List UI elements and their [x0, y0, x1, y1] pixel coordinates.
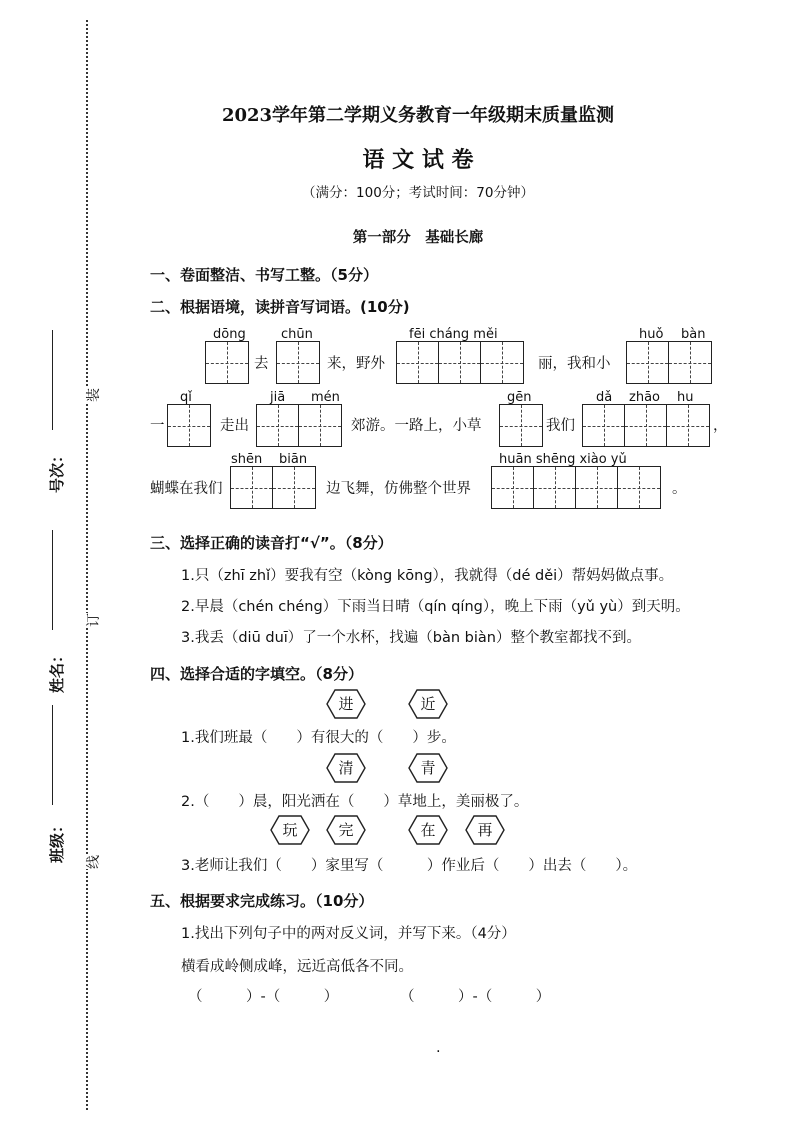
grid-huoban[interactable]: [626, 341, 712, 384]
q4-line-2: 2.（ ）晨，阳光洒在（ ）草地上，美丽极了。: [181, 794, 529, 810]
pinyin-jia: jiā: [270, 390, 286, 405]
class-blank: [52, 705, 53, 805]
grid-qi[interactable]: [167, 404, 211, 447]
pinyin-gen: gēn: [507, 390, 532, 405]
pinyin-dong: dōng: [213, 327, 246, 342]
text-qu: 去: [254, 356, 269, 372]
q3-item-1: 1.只（zhī zhǐ）要我有空（kòng kōng），我就得（dé děi）帮妈妈做点事。: [181, 568, 674, 584]
grid-huanshengxiaoyu[interactable]: [491, 466, 661, 509]
grid-gen[interactable]: [499, 404, 543, 447]
q3-item-2: 2.早晨（chén chéng）下雨当日晴（qín qíng），晚上下雨（yǔ yù）到天明。: [181, 599, 690, 615]
hex-wan-finish: 完: [326, 815, 366, 845]
grid-dong[interactable]: [205, 341, 249, 384]
pinyin-zhao: zhāo: [629, 390, 660, 405]
q5-sub-1: 1.找出下列句子中的两对反义词，并写下来。（4分）: [181, 926, 516, 942]
q4-title: 四、选择合适的字填空。（8分）: [150, 665, 363, 683]
binding-mark-ding: 订: [83, 613, 103, 627]
class-label: 班级：: [48, 817, 67, 864]
q2-title: 二、根据语境，读拼音写词语。(10分): [150, 298, 410, 316]
pinyin-chun: chūn: [281, 327, 313, 342]
text-zouchu: 走出: [220, 418, 249, 434]
hex-zai-again: 再: [465, 815, 505, 845]
pinyin-bian: biān: [279, 452, 308, 467]
binding-mark-zhuang: 装: [83, 388, 103, 402]
part-heading: 第一部分 基础长廊: [352, 230, 484, 246]
footer-dot: .: [436, 1040, 441, 1056]
text-lai: 来，野外: [327, 356, 385, 372]
seat-blank: [52, 330, 53, 430]
grid-shenbian[interactable]: [230, 466, 316, 509]
text-yi: 一: [150, 418, 165, 434]
q5-blanks-right[interactable]: （ ）-（ ）: [400, 989, 551, 1005]
q5-title: 五、根据要求完成练习。（10分）: [150, 892, 374, 910]
grid-chun[interactable]: [276, 341, 320, 384]
grid-dazhaohu[interactable]: [582, 404, 710, 447]
seat-label: 号次：: [48, 447, 67, 494]
q4-line-1: 1.我们班最（ ）有很大的（ ）步。: [181, 730, 456, 746]
pinyin-hu: hu: [677, 390, 694, 405]
text-bianfei: 边飞舞，仿佛整个世界: [326, 481, 471, 497]
q3-title: 三、选择正确的读音打“√”。（8分）: [150, 534, 393, 552]
q5-blanks-left[interactable]: （ ）-（ ）: [188, 989, 339, 1005]
name-blank: [52, 530, 53, 630]
pinyin-da: dǎ: [596, 390, 613, 405]
exam-title: 2023学年第二学期义务教育一年级期末质量监测: [221, 105, 615, 126]
pinyin-huanshengxiaoyu: huān shēng xiào yǔ: [499, 452, 627, 467]
name-label: 姓名：: [48, 647, 67, 694]
text-hudie: 蝴蝶在我们: [150, 481, 223, 497]
q1-title: 一、卷面整洁、书写工整。（5分）: [150, 266, 378, 284]
binding-mark-xian: 线: [83, 855, 103, 869]
hex-jin-advance: 进: [326, 689, 366, 719]
pinyin-ban: bàn: [681, 327, 706, 342]
text-women: 我们: [546, 418, 575, 434]
pinyin-huo: huǒ: [639, 327, 664, 342]
hex-qing-clear: 清: [326, 753, 366, 783]
hex-qing-green: 青: [408, 753, 448, 783]
hex-jin-near: 近: [408, 689, 448, 719]
hex-wan-play: 玩: [270, 815, 310, 845]
grid-jiamen[interactable]: [256, 404, 342, 447]
grid-feichangmei[interactable]: [396, 341, 524, 384]
text-jiaoyou: 郊游。一路上，小草: [351, 418, 482, 434]
exam-subtitle: 语 文 试 卷: [362, 147, 474, 173]
text-period: 。: [672, 481, 687, 497]
text-li: 丽，我和小: [538, 356, 611, 372]
pinyin-qi: qǐ: [180, 390, 192, 405]
text-comma: ，: [713, 418, 728, 434]
pinyin-shen: shēn: [231, 452, 263, 467]
pinyin-men: mén: [311, 390, 340, 405]
q5-poem: 横看成岭侧成峰，远近高低各不同。: [181, 959, 413, 975]
hex-zai-at: 在: [408, 815, 448, 845]
pinyin-feichangmei: fēi cháng měi: [409, 327, 498, 342]
q3-item-3: 3.我丢（diū duī）了一个水杯，找遍（bàn biàn）整个教室都找不到。: [181, 630, 641, 646]
exam-info: （满分：100分；考试时间：70分钟）: [302, 185, 534, 201]
q4-line-3: 3.老师让我们（ ）家里写（ ）作业后（ ）出去（ ）。: [181, 858, 638, 874]
